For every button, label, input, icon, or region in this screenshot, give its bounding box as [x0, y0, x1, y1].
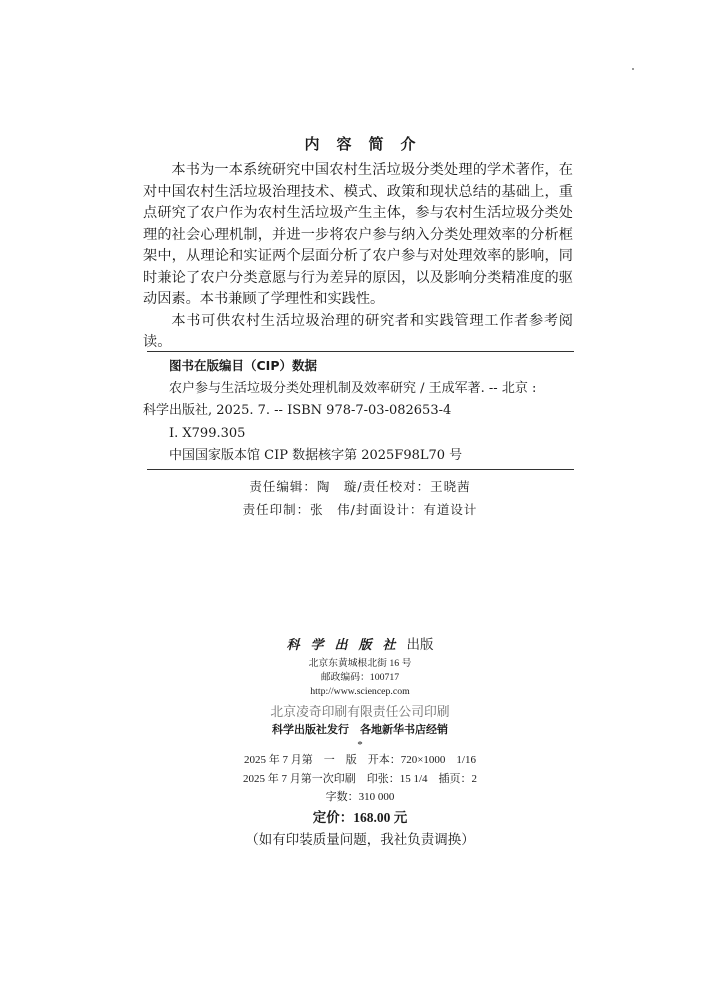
synopsis-body: [143, 160, 573, 354]
synopsis-title: 内容简介: [304, 135, 433, 153]
publisher-website: http://www.sciencep.com: [310, 686, 410, 697]
cip-entry-line: 农户参与生活垃圾分类处理机制及效率研究 / 王成军著. -- 北京 :: [169, 380, 537, 396]
editor-credit-line: 责任印制：张 伟/封面设计：有道设计: [242, 502, 478, 517]
quality-notice: （如有印装质量问题，我社负责调换）: [245, 831, 475, 847]
cip-top-rule: [147, 351, 574, 352]
cip-data-block: [143, 355, 573, 468]
distribution-line: 科学出版社发行 各地新华书店经销: [272, 724, 448, 736]
synopsis-paragraph: 本书可供农村生活垃圾治理的研究者和实践管理工作者参考阅读。: [143, 312, 573, 350]
edition-line: 2025 年 7 月第 一 版 开本：720×1000 1/16: [243, 754, 476, 766]
publisher-address: 北京东黄城根北街 16 号: [308, 658, 412, 669]
publisher-logo: 科学出版社: [286, 638, 407, 653]
cip-heading: 图书在版编目（CIP）数据: [169, 358, 317, 373]
publisher-imprint: [0, 634, 720, 851]
editor-credit-line: 责任编辑：陶 璇/责任校对：王晓茜: [249, 479, 471, 494]
page-mark: [632, 68, 634, 70]
cip-entry-line: 科学出版社, 2025. 7. -- ISBN 978-7-03-082653-4: [143, 403, 452, 419]
cip-bottom-rule: [147, 469, 574, 470]
synopsis-paragraph: 本书为一本系统研究中国农村生活垃圾分类处理的学术著作，在对中国农村生活垃圾治理技术、模式、政策和现状总结的基础上，重点研究了农户作为农村生活垃圾产生主体，参与农村生活垃圾分类处理的社会心理机制，并进一步将农户参与纳入分类处理效率的分析框架中，从理论和实证两个层面分析了农户参与对处理效率的影响，同时兼论了农户分类意愿与行为差异的原因，以及影响分类精准度的驱动因素。本书兼顾了学理性和实践性。: [143, 162, 573, 307]
printer-line: 北京凌奇印刷有限责任公司印刷: [270, 705, 450, 719]
editor-credits: [0, 475, 720, 521]
publisher-line: [0, 634, 720, 657]
price: 定价：168.00 元: [312, 809, 408, 825]
publisher-suffix: 出版: [406, 637, 434, 652]
cip-classification: Ⅰ. X799.305: [169, 425, 246, 441]
word-count: 字数：310 000: [325, 791, 395, 803]
cip-verification: 中国国家版本馆 CIP 数据核字第 2025F98L70 号: [169, 448, 463, 464]
printing-line: 2025 年 7 月第一次印刷 印张：15 1/4 插页：2: [242, 772, 478, 785]
separator-star: *: [357, 739, 363, 751]
publisher-postcode: 邮政编码：100717: [320, 672, 400, 683]
